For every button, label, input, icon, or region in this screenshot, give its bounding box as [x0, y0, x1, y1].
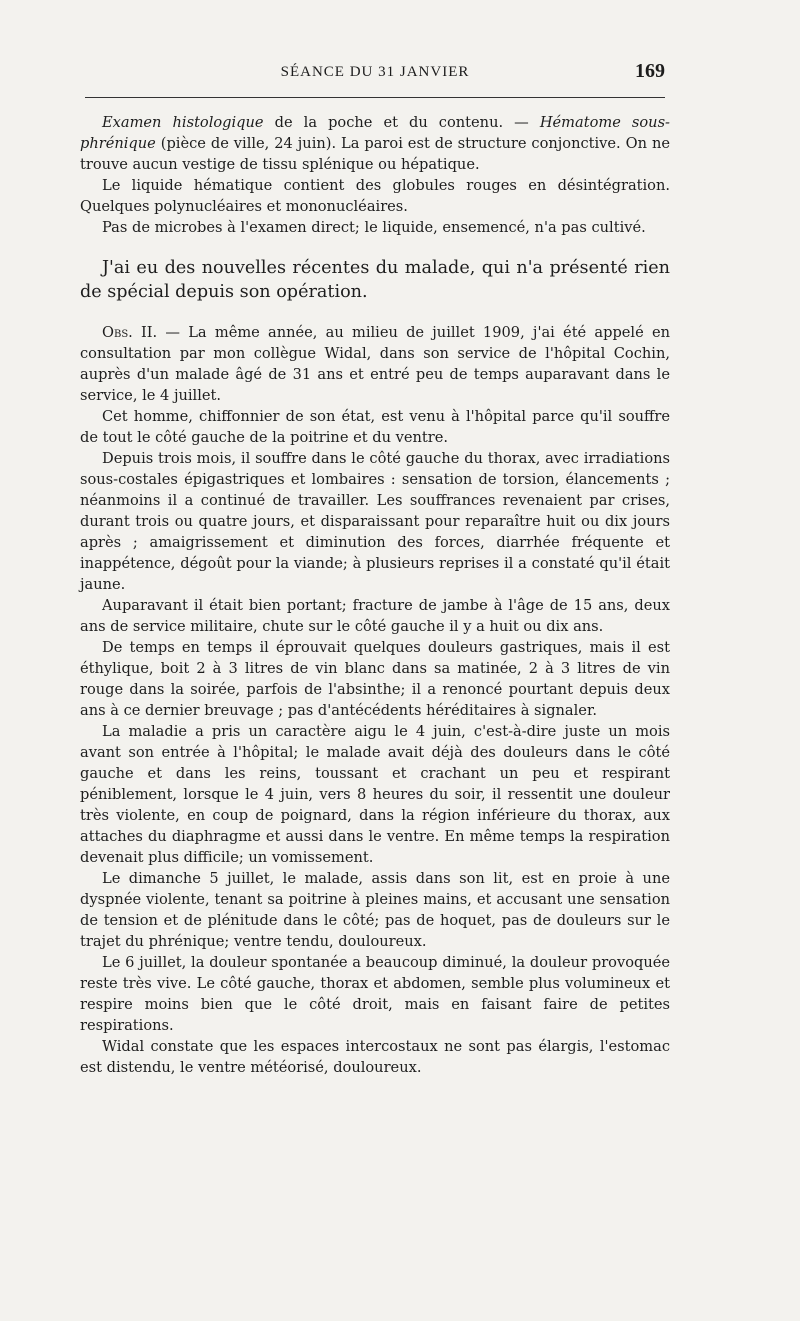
- observation-paragraph: Le dimanche 5 juillet, le malade, assis dans son lit, est en proie à une dyspnée violente, tenant sa poitrine à pleines mains, et accusant une sensation de tension et de plénitude dans le côté; pas de hoquet, pas de douleurs sur le trajet du phrénique; ventre tendu, douloureux.: [80, 870, 670, 950]
- page-header: [85, 60, 665, 90]
- report-title-tail: de la poche et du contenu. —: [263, 114, 540, 131]
- observation-paragraph: La maladie a pris un caractère aigu le 4 juin, c'est-à-dire juste un mois avant son entrée à l'hôpital; le malade avait déjà des douleurs dans le côté gauche et dans les reins, toussant et crachant un peu et respirant péniblement, lorsque le 4 juin, vers 8 heures du soir, il ressentit une douleur très violente, en coup de poignard, dans la région inférieure du thorax, aux attaches du diaphragme et aussi dans le ventre. En même temps la respiration devenait plus difficile; un vomissement.: [80, 723, 670, 866]
- follow-up-remark: J'ai eu des nouvelles récentes du malade, qui n'a présenté rien de spécial depuis son opération.: [80, 258, 670, 302]
- report-paragraph-2: Le liquide hématique contient des globules rouges en désintégration. Quelques polynucléaires et mononucléaires.: [80, 177, 670, 215]
- body-text: [80, 112, 670, 1078]
- report-text: (pièce de ville, 24 juin). La paroi est de structure conjonctive. On ne trouve aucun vestige de tissu splénique ou hépatique.: [80, 135, 670, 173]
- report-title: Examen histologique: [102, 114, 264, 131]
- observation-paragraph: Depuis trois mois, il souffre dans le côté gauche du thorax, avec irradiations sous-costales épigastriques et lombaires : sensation de torsion, élancements ; néanmoins il a continué de travailler. Les souffrances revenaient par crises, durant trois ou quatre jours, et disparaissant pour reparaître huit ou dix jours après ; amaigrissement et diminution des forces, diarrhée fréquente et inappétence, dégoût pour la viande; à plusieurs reprises il a constaté qu'il était jaune.: [80, 450, 670, 593]
- observation-intro-text: — La même année, au milieu de juillet 1909, j'ai été appelé en consultation par mon collègue Widal, dans son service de l'hôpital Cochin, auprès d'un malade âgé de 31 ans et entré peu de temps auparavant dans le service, le 4 juillet.: [80, 324, 670, 404]
- report-paragraph: [80, 112, 670, 175]
- page-number: 169: [635, 60, 665, 82]
- observation-paragraph: Cet homme, chiffonnier de son état, est venu à l'hôpital parce qu'il souffre de tout le côté gauche de la poitrine et du ventre.: [80, 408, 670, 446]
- diagnosis: Hématome sous-phrénique: [80, 114, 670, 152]
- observation-paragraph: Widal constate que les espaces intercostaux ne sont pas élargis, l'estomac est distendu, le ventre météorisé, douloureux.: [80, 1038, 670, 1076]
- observation-intro: [80, 322, 670, 406]
- observation-label: Obs. II.: [102, 324, 158, 341]
- running-title: SÉANCE DU 31 JANVIER: [280, 64, 470, 80]
- observation-paragraph: Le 6 juillet, la douleur spontanée a beaucoup diminué, la douleur provoquée reste très vive. Le côté gauche, thorax et abdomen, semble plus volumineux et respire moins bien que le côté droit, mais en faisant faire de petites respirations.: [80, 954, 670, 1034]
- observation-paragraph: De temps en temps il éprouvait quelques douleurs gastriques, mais il est éthylique, boit 2 à 3 litres de vin blanc dans sa matinée, 2 à 3 litres de vin rouge dans la soirée, parfois de l'absinthe; il a renoncé pourtant depuis deux ans à ce dernier breuvage ; pas d'antécédents héréditaires à signaler.: [80, 639, 670, 719]
- header-rule: [85, 97, 665, 98]
- report-paragraph-3: Pas de microbes à l'examen direct; le liquide, ensemencé, n'a pas cultivé.: [102, 219, 646, 236]
- observation-paragraph: Auparavant il était bien portant; fracture de jambe à l'âge de 15 ans, deux ans de service militaire, chute sur le côté gauche il y a huit ou dix ans.: [80, 597, 670, 635]
